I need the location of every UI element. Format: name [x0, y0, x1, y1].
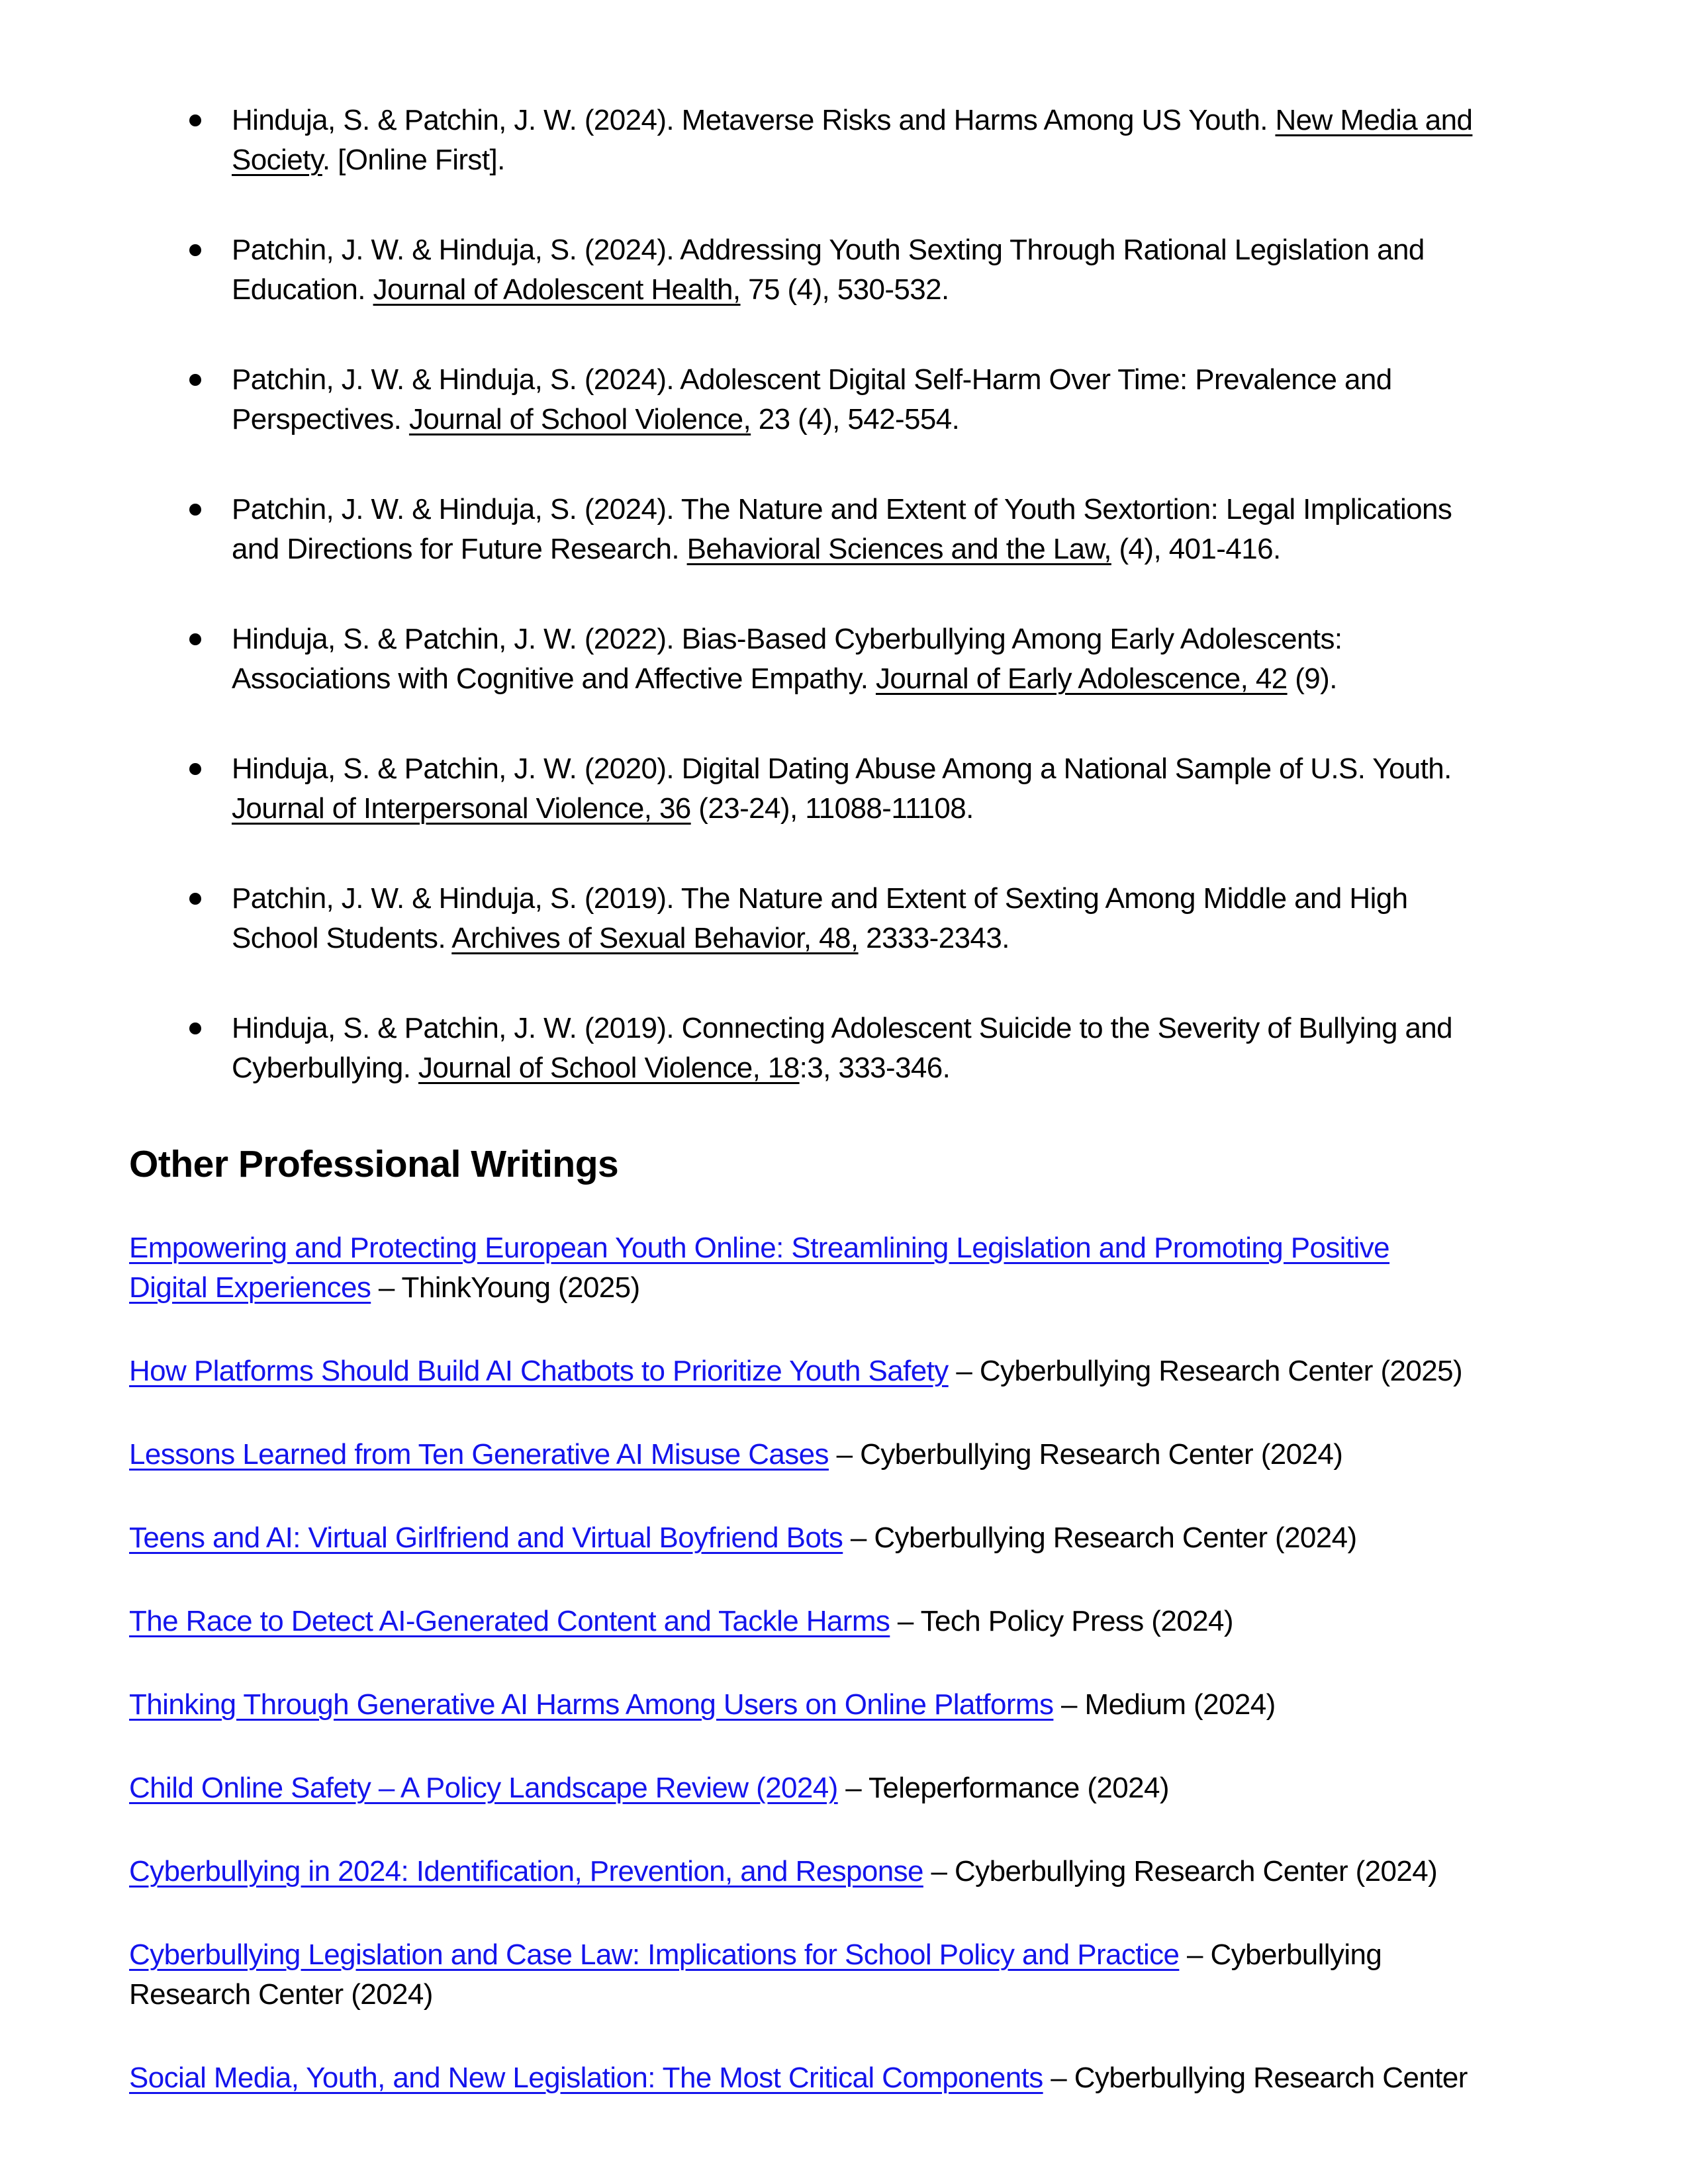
bullet-icon — [189, 1023, 201, 1034]
writing-link[interactable]: Social Media, Youth, and New Legislation: The Most Critical Components — [129, 2062, 1043, 2094]
writings-list — [129, 1228, 1602, 2098]
citation-item — [232, 1009, 1602, 1088]
text-segment: – Cyberbullying Research Center (2024) — [828, 1438, 1343, 1471]
text-segment: Education. — [232, 273, 373, 306]
writing-link[interactable]: Lessons Learned from Ten Generative AI Misuse Cases — [129, 1438, 829, 1471]
writing-item — [129, 1518, 1602, 1558]
text-segment: – Medium (2024) — [1053, 1688, 1276, 1721]
bullet-icon — [189, 763, 201, 775]
text-segment: Hinduja, S. & Patchin, J. W. (2022). Bias-Based Cyberbullying Among Early Adolescents: — [232, 623, 1342, 655]
text-segment: Hinduja, S. & Patchin, J. W. (2020). Digital Dating Abuse Among a National Sample of U.S. Youth. — [232, 752, 1452, 785]
writing-item — [129, 1852, 1602, 1891]
text-segment: 23 (4), 542-554. — [751, 403, 960, 435]
journal-title: Archives of Sexual Behavior, 48, — [451, 922, 859, 954]
citation-text — [232, 882, 1408, 954]
writing-link[interactable]: Empowering and Protecting European Youth Online: Streamlining Legislation and Promoting Positive — [129, 1232, 1390, 1264]
publication-list — [129, 101, 1602, 1088]
writing-item — [129, 1602, 1602, 1641]
writing-link[interactable]: The Race to Detect AI-Generated Content and Tackle Harms — [129, 1605, 890, 1637]
citation-item — [232, 619, 1602, 699]
section-heading: Other Professional Writings — [129, 1143, 619, 1185]
text-segment: Patchin, J. W. & Hinduja, S. (2024). The Nature and Extent of Youth Sextortion: Legal Implications — [232, 493, 1452, 525]
text-segment: Hinduja, S. & Patchin, J. W. (2024). Metaverse Risks and Harms Among US Youth. — [232, 104, 1276, 136]
writing-link[interactable]: Cyberbullying Legislation and Case Law: Implications for School Policy and Practice — [129, 1938, 1180, 1971]
writing-item — [129, 1435, 1602, 1475]
writing-item — [129, 2058, 1602, 2098]
writing-item — [129, 1768, 1602, 1808]
journal-title: Journal of Early Adolescence, 42 — [875, 662, 1288, 695]
text-segment: :3, 333-346. — [799, 1052, 951, 1084]
text-segment: (9). — [1287, 662, 1337, 695]
journal-title: Society — [232, 144, 322, 176]
writing-link[interactable]: Child Online Safety – A Policy Landscape Review (2024) — [129, 1772, 838, 1804]
text-segment: . [Online First]. — [322, 144, 505, 176]
citation-item — [232, 360, 1602, 439]
writing-link[interactable]: Cyberbullying in 2024: Identification, Prevention, and Response — [129, 1855, 923, 1888]
writing-item — [129, 1685, 1602, 1725]
citation-text — [232, 752, 1452, 825]
writing-item — [129, 1935, 1602, 2015]
citation-item — [232, 101, 1602, 180]
citation-text — [232, 234, 1425, 306]
text-segment: – Cyberbullying Research Center (2024) — [843, 1522, 1357, 1554]
journal-title: Journal of School Violence, — [408, 403, 751, 435]
citation-text — [232, 493, 1452, 565]
citation-text — [232, 1012, 1452, 1084]
writing-link[interactable]: Thinking Through Generative AI Harms Among Users on Online Platforms — [129, 1688, 1054, 1721]
citation-item — [232, 230, 1602, 310]
text-segment: – ThinkYoung (2025) — [371, 1271, 640, 1304]
bullet-icon — [189, 633, 201, 645]
journal-title: Behavioral Sciences and the Law, — [686, 533, 1111, 565]
text-segment: Associations with Cognitive and Affective Empathy. — [232, 662, 876, 695]
text-segment: 75 (4), 530-532. — [740, 273, 949, 306]
text-segment: and Directions for Future Research. — [232, 533, 687, 565]
writing-link[interactable]: Digital Experiences — [129, 1271, 371, 1304]
journal-title: Journal of Adolescent Health, — [373, 273, 741, 306]
text-segment: Hinduja, S. & Patchin, J. W. (2019). Connecting Adolescent Suicide to the Severity of Bullying and — [232, 1012, 1453, 1044]
journal-title: Journal of School Violence, 18 — [418, 1052, 800, 1084]
writing-link[interactable]: Teens and AI: Virtual Girlfriend and Virtual Boyfriend Bots — [129, 1522, 843, 1554]
text-segment: – Cyberbullying Research Center (2024) — [923, 1855, 1438, 1888]
writing-item — [129, 1351, 1602, 1391]
text-segment: – Tech Policy Press (2024) — [890, 1605, 1233, 1637]
bullet-icon — [189, 114, 201, 126]
writing-link[interactable]: How Platforms Should Build AI Chatbots to Prioritize Youth Safety — [129, 1355, 949, 1387]
text-segment: Patchin, J. W. & Hinduja, S. (2024). Addressing Youth Sexting Through Rational Legislation and — [232, 234, 1425, 266]
text-segment: – Teleperformance (2024) — [837, 1772, 1169, 1804]
text-segment: – Cyberbullying Research Center (2025) — [948, 1355, 1463, 1387]
journal-title: New Media and — [1275, 104, 1473, 136]
text-segment: Perspectives. — [232, 403, 409, 435]
citation-item — [232, 749, 1602, 829]
text-segment: (23-24), 11088-11108. — [690, 792, 974, 825]
bullet-icon — [189, 374, 201, 386]
text-segment: School Students. — [232, 922, 452, 954]
citation-text — [232, 104, 1472, 176]
citation-text — [232, 623, 1342, 695]
bullet-icon — [189, 504, 201, 516]
text-segment: (4), 401-416. — [1111, 533, 1281, 565]
text-segment: Patchin, J. W. & Hinduja, S. (2024). Adolescent Digital Self-Harm Over Time: Prevalence and — [232, 363, 1392, 396]
citation-text — [232, 363, 1392, 435]
text-segment: 2333-2343. — [858, 922, 1009, 954]
bullet-icon — [189, 244, 201, 256]
text-segment: Research Center (2024) — [129, 1978, 433, 2011]
writing-item — [129, 1228, 1602, 1308]
text-segment: Patchin, J. W. & Hinduja, S. (2019). The Nature and Extent of Sexting Among Middle and High — [232, 882, 1408, 915]
text-segment: – Cyberbullying Research Center — [1043, 2062, 1468, 2094]
text-segment: – Cyberbullying — [1179, 1938, 1382, 1971]
journal-title: Journal of Interpersonal Violence, 36 — [232, 792, 691, 825]
bullet-icon — [189, 893, 201, 905]
citation-item — [232, 490, 1602, 569]
text-segment: Cyberbullying. — [232, 1052, 419, 1084]
citation-item — [232, 879, 1602, 958]
